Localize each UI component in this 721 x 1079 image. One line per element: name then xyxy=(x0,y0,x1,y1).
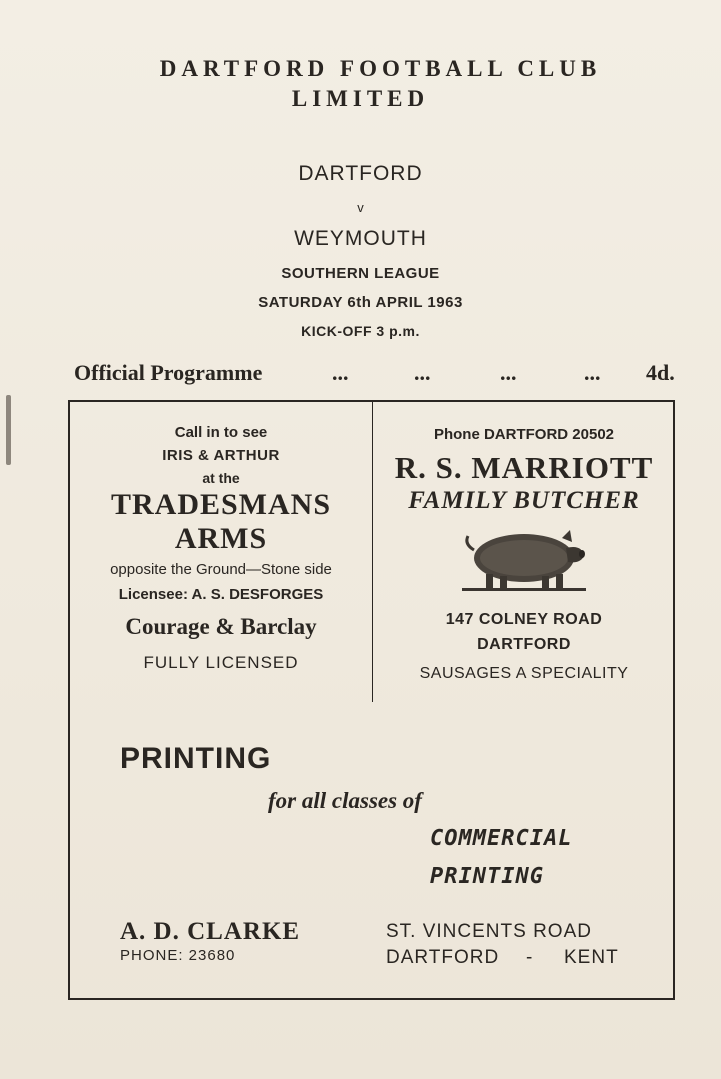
tradesmans-hosts: IRIS & ARTHUR xyxy=(162,447,280,464)
match-date: SATURDAY 6th APRIL 1963 xyxy=(258,294,463,311)
printer-name: A. D. CLARKE xyxy=(120,918,301,945)
versus: v xyxy=(357,200,364,215)
address-separator: - xyxy=(526,947,533,968)
club-suffix: LIMITED xyxy=(291,86,430,111)
home-team: DARTFORD xyxy=(298,162,423,185)
tradesmans-name-1: TRADESMANS xyxy=(110,488,332,521)
butcher-address-1: 147 COLNEY ROAD xyxy=(445,611,603,628)
printer-address-1: ST. VINCENTS ROAD xyxy=(386,921,592,942)
printer-address-2: DARTFORD xyxy=(386,947,500,968)
printing-tagline: for all classes of xyxy=(268,788,422,813)
ad-divider xyxy=(372,402,373,702)
programme-price-row xyxy=(74,360,680,388)
staple-mark xyxy=(6,395,11,465)
printing-heading: PRINTING xyxy=(120,742,272,775)
dot-leader: ... xyxy=(414,360,431,385)
butcher-trade: FAMILY BUTCHER xyxy=(408,487,640,514)
tradesmans-intro: Call in to see xyxy=(174,424,268,441)
tradesmans-licence: FULLY LICENSED xyxy=(143,653,299,672)
printer-phone: PHONE: 23680 xyxy=(120,947,236,964)
printer-address-3: KENT xyxy=(564,947,619,968)
tradesmans-at: at the xyxy=(202,470,240,486)
tradesmans-licensee: Licensee: A. S. DESFORGES xyxy=(118,586,324,603)
competition: SOUTHERN LEAGUE xyxy=(281,265,440,282)
away-team: WEYMOUTH xyxy=(294,227,427,250)
butcher-name: R. S. MARRIOTT xyxy=(394,450,654,485)
dot-leader: ... xyxy=(500,360,517,385)
pig-icon xyxy=(462,522,586,602)
butcher-speciality: SAUSAGES A SPECIALITY xyxy=(419,665,629,682)
club-name: DARTFORD FOOTBALL CLUB xyxy=(159,56,602,81)
butcher-phone: Phone DARTFORD 20502 xyxy=(433,426,615,443)
tradesmans-name-2: ARMS xyxy=(174,522,268,555)
butcher-address-2: DARTFORD xyxy=(477,636,571,653)
kick-off-time: KICK-OFF 3 p.m. xyxy=(301,323,420,339)
dot-leader: ... xyxy=(584,360,601,385)
tradesmans-location: opposite the Ground—Stone side xyxy=(110,561,332,578)
printing-type-2: PRINTING xyxy=(430,864,544,889)
tradesmans-brewers: Courage & Barclay xyxy=(125,614,317,639)
dot-leader: ... xyxy=(332,360,349,385)
programme-label: Official Programme xyxy=(74,360,263,385)
printing-type-1: COMMERCIAL xyxy=(430,826,573,851)
programme-price: 4d. xyxy=(646,360,675,385)
